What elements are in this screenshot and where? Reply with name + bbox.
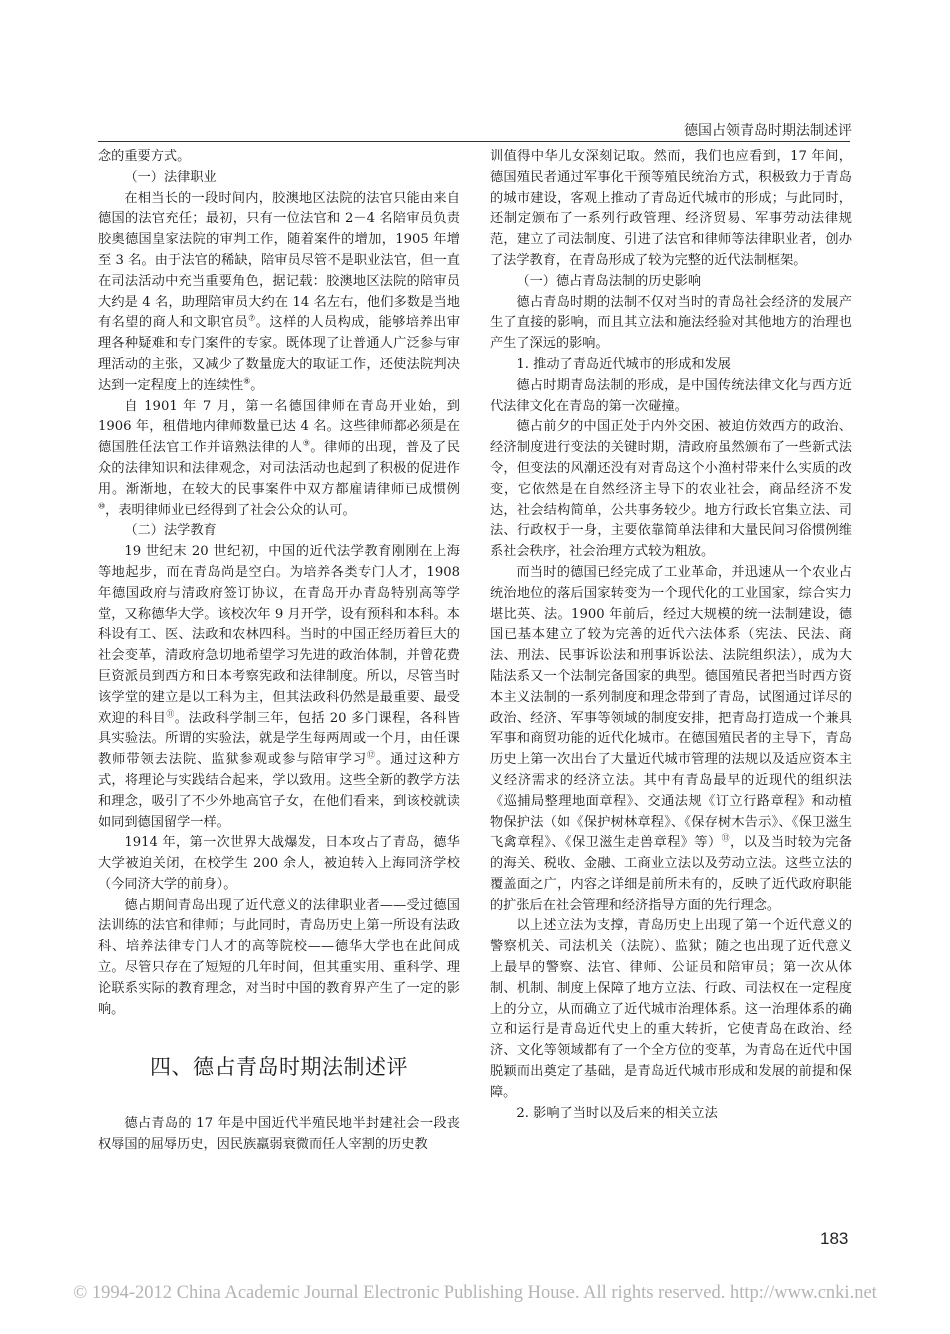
left-column	[98, 147, 460, 1156]
subheading-historical-influence: （一）德占青岛法制的历史影响	[516, 273, 702, 289]
paragraph: 德占时期青岛法制的形成，是中国传统法律文化与西方近代法律文化在青岛的第一次碰撞。	[490, 377, 852, 414]
subheading-legal-education: （二）法学教育	[124, 523, 217, 539]
paragraph: 德占期间青岛出现了近代意义的法律职业者——受过德国法训练的法官和律师；与此同时，青岛历史上第一所设有法政科、培养法律专门人才的高等院校——德华大学也在此间成立。尽管只存在了短短的几年时间，但其重实用、重科学、理论联系实际的教育理念，对当时中国的教育界产生了一定的影响。	[98, 897, 460, 1017]
page-number: 183	[820, 1229, 849, 1248]
text: 。法政科学制三年，包括 20 多门课程，各科皆具实验法。所谓的实验法，就是学生每两周或一个月，由任课教师带领去法院、监狱参观或参与陪审学习	[98, 710, 461, 768]
section-title: 四、德占青岛时期法制述评	[150, 1055, 408, 1080]
paragraph	[98, 397, 460, 522]
paragraph: 德占前夕的中国正处于内外交困、被迫仿效西方的政治、经济制度进行变法的关键时期，清政府虽然颁布了一些新式法令，但变法的风潮还没有对青岛这个小渔村带来什么实质的改变，它依然是在自然经济主导下的农业社会，商品经济不发达，社会结构简单，公共事务较少。地方行政长官集立法、司法、行政权于一身，主要依靠简单法律和大量民间习俗惯例维系社会秩序，社会治理方式较为粗放。	[490, 419, 852, 560]
text: 在相当长的一段时间内，胶澳地区法院的法官只能由来自德国的法官充任；最初，只有一位法官和 2－4 名陪审员负责胶奥德国皇家法院的审判工作，随着案件的增加，1905 年增至 3 名。由于法官的稀缺，陪审员尽管不是职业法官，但一直在司法活动中充当重要角色，据记载：胶澳地区法院的陪审员大约是 4 名，助理陪审员大约在 14 名左右，他们多数是当地有名望的商人和文职官员	[98, 190, 460, 331]
footnote-ref: ⑨	[302, 438, 311, 448]
footnote-ref: ⑪	[166, 709, 175, 719]
footnote-ref: ⑦	[248, 313, 256, 323]
subheading-point-1: 1. 推动了青岛近代城市的形成和发展	[516, 356, 731, 372]
text: 。	[250, 377, 264, 393]
text: 。这样的人员构成，能够培养出审理各种疑难和专门案件的专家。既体现了让普通人广泛参与审理活动的主张，又减少了数量庞大的取证工作，还使法院判决达到一定程度上的连续性	[98, 315, 461, 393]
subheading-law-profession: （一）法律职业	[124, 169, 217, 185]
text: 而当时的德国已经完成了工业革命，并迅速从一个农业占统治地位的落后国家转变为一个现代化的工业国家，综合实力堪比英、法。1900 年前后，经过大规模的统一法制建设，德国已基本建立了较为完善的近代六法体系（宪法、民法、商法、刑法、民事诉讼法和刑事诉讼法、法院组织法），成为大陆法系又一个法制完备国家的典型。德国殖民者把当时西方资本主义法制的一系列制度和理念带到了青岛，试图通过详尽的政治、经济、军事等领域的制度安排，把青岛打造成一个兼具军事和商贸功能的近代化城市。在德国殖民者的主导下，青岛历史上第一次出台了大量近代城市管理的法规以及适应资本主义经济需求的经济立法。其中有青岛最早的近现代的组织法《巡捕局整理地面章程》、交通法规《订立行路章程》和动植物保护法（如《保护树林章程》、《保存树木告示》、《保卫滋生飞禽章程》、《保卫滋生走兽章程》等）	[490, 564, 852, 851]
paragraph: 德占青岛时期的法制不仅对当时的青岛社会经济的发展产生了直接的影响，而且其立法和施法经验对其他地方的治理也产生了深远的影响。	[490, 294, 852, 352]
paragraph: 德占青岛的 17 年是中国近代半殖民地半封建社会一段丧权辱国的屈辱历史，因民族羸弱衰微而任人宰割的历史教	[98, 1116, 460, 1153]
footnote-ref: ⑬	[721, 833, 731, 843]
text: ，以及当时较为完备的海关、税收、金融、工商业立法以及劳动立法。这些立法的覆盖面之广，内容之详细是前所未有的，反映了近代政府职能的扩张后在社会管理和经济指导方面的先行理念。	[490, 835, 852, 913]
footnote-ref: ⑩	[98, 501, 106, 511]
paragraph	[98, 542, 460, 833]
text: 。律师的出现，普及了民众的法律知识和法律观念，对司法活动也起到了积极的促进作用。渐渐地，在较大的民事案件中双方都雇请律师已成惯例	[98, 440, 461, 497]
running-header-title: 德国占领青岛时期法制述评	[684, 123, 852, 139]
text: 。通过这种方式，将理论与实践结合起来，学以致用。这些全新的教学方法和理念，吸引了不少外地高官子女，在他们看来，到该校就读如同到德国留学一样。	[98, 752, 461, 830]
paragraph	[490, 563, 852, 917]
footnote-ref: ⑧	[243, 376, 251, 386]
paragraph: 1914 年，第一次世界大战爆发，日本攻占了青岛，德华大学被迫关闭，在校学生 200 余人，被迫转入上海同济学校（今同济大学的前身）。	[98, 835, 460, 892]
header-rule	[98, 141, 850, 142]
paragraph: 以上述立法为支撑，青岛历史上出现了第一个近代意义的警察机关、司法机关（法院）、监狱；随之也出现了近代意义上最早的警察、法官、律师、公证员和陪审员；第一次从体制、机制、制度上保障了地方立法、行政、司法权在一定程度上的分立，从而确立了近代城市治理体系。这一治理体系的确立和运行是青岛近代史上的重大转折，它使青岛在政治、经济、文化等领域都有了一个全方位的变革，为青岛在近代中国脱颖而出奠定了基础，是青岛近代城市形成和发展的前提和保障。	[490, 918, 852, 1100]
paragraph: 念的重要方式。	[98, 149, 191, 164]
paragraph	[98, 189, 460, 397]
paragraph: 训值得中华儿女深刻记取。然而，我们也应看到，17 年间，德国殖民者通过军事化干预等殖民统治方式，积极致力于青岛的城市建设，客观上推动了青岛近代城市的形成；与此同时，还制定颁布了一系列行政管理、经济贸易、军事劳动法律规范，建立了司法制度、引进了法官和律师等法律职业者，创办了法学教育，在青岛形成了较为完整的近代法制框架。	[490, 149, 852, 268]
subheading-point-2: 2. 影响了当时以及后来的相关立法	[516, 1105, 718, 1121]
text: 自 1901 年 7 月，第一名德国律师在青岛开业始，到 1906 年，租借地内律师数量已达 4 名。这些律师都必须是在德国胜任法官工作并谙熟法律的人	[98, 398, 460, 456]
text: ，表明律师业已经得到了社会公众的认可。	[105, 502, 356, 518]
footnote-ref: ⑫	[367, 750, 377, 760]
right-column	[490, 147, 852, 1124]
footer-copyright-watermark: © 1994-2012 China Academic Journal Electronic Publishing House. All rights reserved. http://www.cnki.net	[73, 1283, 877, 1303]
text: 19 世纪末 20 世纪初，中国的近代法学教育刚刚在上海等地起步，而在青岛尚是空白。为培养各类专门人才，1908 年德国政府与清政府签订协议，在青岛开办青岛特别高等学堂，又称德华大学。该校次年 9 月开学，设有预科和本科。本科设有工、医、法政和农林四科。当时的中国正经历着巨大的社会变革，清政府急切地希望学习先进的政治体制，并曾花费巨资派员到西方和日本考察宪政和法律制度。所以，尽管当时该学堂的建立是以工科为主，但其法政科仍然是最重要、最受欢迎的科目	[98, 544, 460, 726]
